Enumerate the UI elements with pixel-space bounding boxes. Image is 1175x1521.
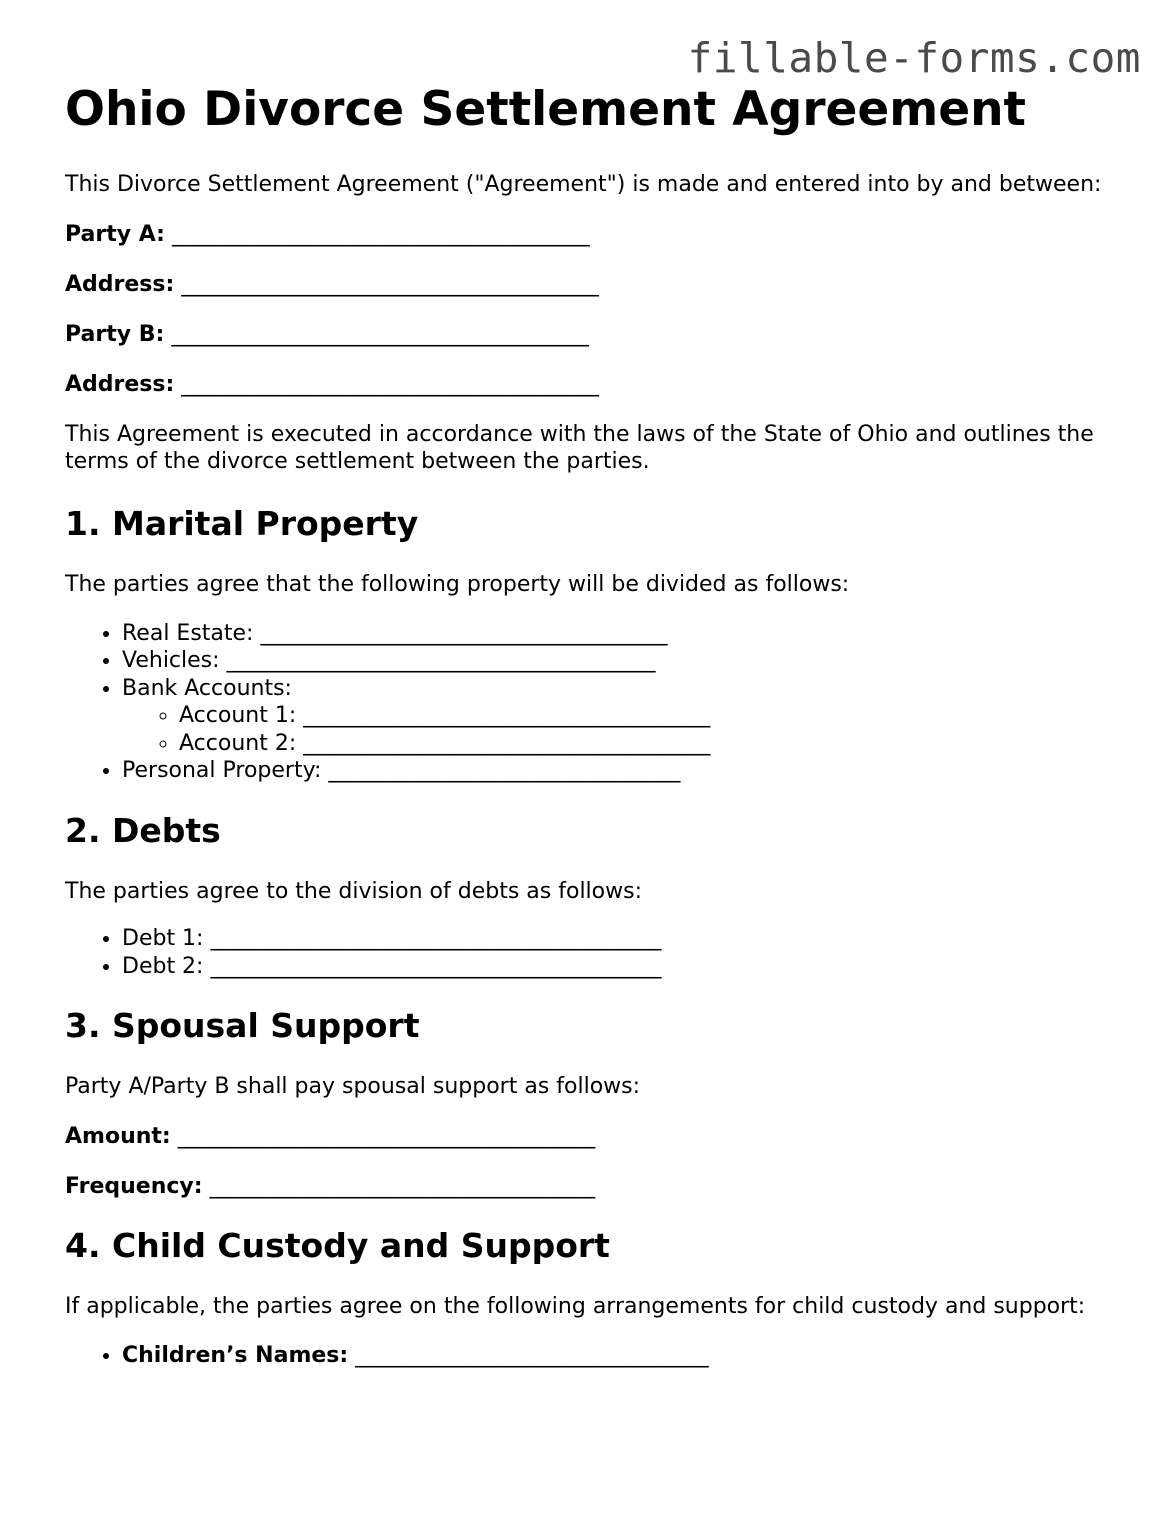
frequency-blank[interactable]: ____________________________________ [209, 1174, 595, 1200]
marital-lead: The parties agree that the following property will be divided as follows: [65, 572, 850, 597]
party-a-blank[interactable]: _______________________________________ [171, 222, 590, 247]
list-item-debt-1[interactable]: • Debt 1: _________________________________________ [122, 925, 1125, 952]
bank-accounts-label: Bank Accounts: [122, 675, 292, 701]
list-item-vehicles[interactable]: • Vehicles: _______________________________________ [122, 647, 1125, 674]
outro-paragraph: This Agreement is executed in accordance with the laws of the State of Ohio and outlines the terms of the divorce settlement between the parties. [65, 422, 1094, 474]
childrens-names-label: Children’s Names: [122, 1343, 349, 1369]
party-b-field[interactable] [65, 321, 1125, 348]
list-item-debt-2[interactable]: • Debt 2: _________________________________________ [122, 953, 1125, 980]
party-a-address-blank[interactable]: _______________________________________ [181, 272, 599, 297]
list-item-personal-property[interactable]: • Personal Property: ________________________________ [122, 757, 1125, 784]
party-b-address-label: Address: [65, 372, 175, 397]
party-b-address-blank[interactable]: _______________________________________ [181, 372, 599, 397]
debts-lead: The parties agree to the division of debts as follows: [65, 879, 642, 905]
child-list [65, 1342, 1125, 1369]
child-lead: If applicable, the parties agree on the following arrangements for child custody and support: [65, 1294, 1086, 1320]
list-item-real-estate[interactable]: • Real Estate: _____________________________________ [122, 620, 1125, 647]
party-b-blank[interactable]: _______________________________________ [171, 322, 589, 347]
section-heading-marital-property: 1. Marital Property [65, 504, 419, 543]
amount-label: Amount: [65, 1124, 171, 1150]
frequency-label: Frequency: [65, 1174, 203, 1200]
intro-paragraph: This Divorce Settlement Agreement ("Agreement") is made and entered into by and between: [65, 172, 1102, 197]
document-page [65, 82, 1125, 1370]
childrens-names-blank[interactable]: _________________________________ [355, 1343, 709, 1369]
amount-blank[interactable]: _______________________________________ [177, 1124, 596, 1150]
party-a-field[interactable] [65, 221, 1125, 248]
spousal-lead: Party A/Party B shall pay spousal support as follows: [65, 1074, 641, 1100]
party-a-address-field[interactable] [65, 271, 1125, 298]
page-title: Ohio Divorce Settlement Agreement [65, 82, 1027, 137]
party-a-address-label: Address: [65, 272, 175, 297]
amount-field[interactable] [65, 1123, 1125, 1150]
list-item-childrens-names[interactable] [122, 1342, 1125, 1369]
marital-property-list [65, 620, 1125, 784]
list-item-account-1[interactable]: ◦ Account 1: _____________________________________ [179, 702, 1125, 729]
party-b-address-field[interactable] [65, 371, 1125, 398]
bank-accounts-sublist [122, 702, 1125, 757]
section-heading-spousal-support: 3. Spousal Support [65, 1006, 420, 1046]
list-item-bank-accounts [122, 675, 1125, 757]
debts-list [65, 925, 1125, 980]
section-heading-debts: 2. Debts [65, 811, 221, 851]
party-a-label: Party A: [65, 222, 165, 247]
list-item-account-2[interactable]: ◦ Account 2: _____________________________________ [179, 730, 1125, 757]
section-heading-child-custody: 4. Child Custody and Support [65, 1226, 610, 1266]
frequency-field[interactable] [65, 1173, 1125, 1200]
party-b-label: Party B: [65, 322, 165, 347]
watermark-logo: fillable-forms.com [687, 34, 1141, 82]
